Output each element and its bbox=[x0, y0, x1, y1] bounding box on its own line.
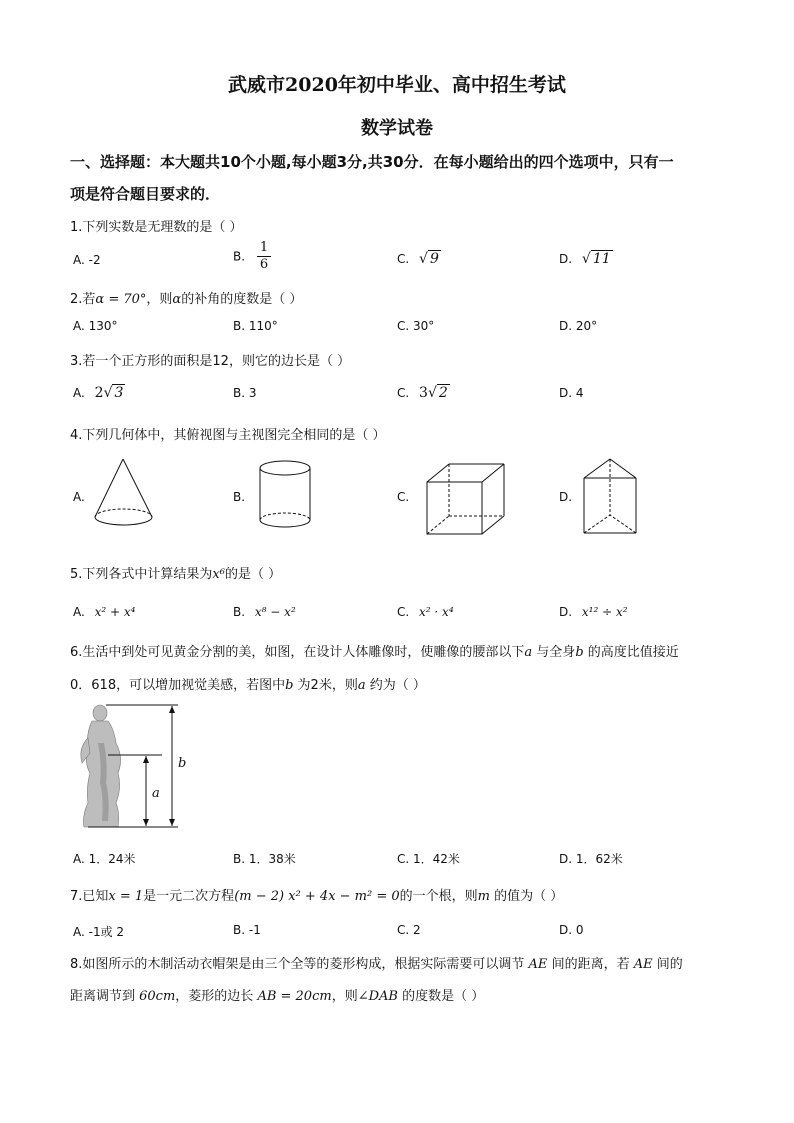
q2-option-a: A. 130° bbox=[73, 319, 118, 333]
q3-option-d: D. 4 bbox=[559, 386, 584, 400]
section-heading-line2: 项是符合题目要求的． bbox=[70, 185, 221, 203]
question-3: 3.若一个正方形的面积是12，则它的边长是（ ） bbox=[70, 354, 351, 369]
question-7: 7.已知x = 1是一元二次方程(m − 2) x² + 4x − m² = 0的一个根，则m 的值为（ ） bbox=[70, 889, 564, 904]
section-heading-line1: 一、选择题：本大题共10个小题,每小题3分,共30分．在每小题给出的四个选项中，只有一 bbox=[70, 153, 674, 171]
q7-option-c: C. 2 bbox=[397, 923, 421, 937]
cube-figure bbox=[423, 460, 513, 540]
q5-option-c: C. x² · x⁴ bbox=[397, 605, 454, 619]
q3-option-a: A. 2√ 3 bbox=[73, 385, 124, 401]
prism-figure bbox=[580, 455, 650, 540]
q7-option-b: B. -1 bbox=[233, 923, 261, 937]
q4-option-d: D. bbox=[559, 490, 573, 504]
q4-option-b: B. bbox=[233, 490, 246, 504]
q1-option-c: C. √ 9 bbox=[397, 251, 439, 267]
question-5: 5.下列各式中计算结果为x⁶的是（ ） bbox=[70, 567, 282, 582]
q1-option-a: A. -2 bbox=[73, 253, 101, 267]
exam-title: 武威市2020年初中毕业、高中招生考试 bbox=[228, 74, 566, 96]
question-8-line1: 8.如图所示的木制活动衣帽架是由三个全等的菱形构成，根据实际需要可以调节 AE 间的距离，若 AE 间的 bbox=[70, 957, 683, 972]
q6-option-c: C. 1．42米 bbox=[397, 852, 460, 866]
cone-figure bbox=[90, 455, 160, 530]
q4-option-c: C. bbox=[397, 490, 410, 504]
q1-option-d: D. √ 11 bbox=[559, 251, 611, 267]
q2-option-d: D. 20° bbox=[559, 319, 598, 333]
question-1: 1.下列实数是无理数的是（ ） bbox=[70, 220, 243, 235]
question-6-line1: 6.生活中到处可见黄金分割的美，如图，在设计人体雕像时，使雕像的腰部以下a 与全身b 的高度比值接近 bbox=[70, 645, 679, 660]
statue-label-b: b bbox=[178, 756, 187, 771]
question-4: 4.下列几何体中，其俯视图与主视图完全相同的是（ ） bbox=[70, 428, 386, 443]
q6-option-d: D. 1．62米 bbox=[559, 852, 623, 866]
q7-option-a: A. -1或 2 bbox=[73, 925, 125, 939]
q7-option-d: D. 0 bbox=[559, 923, 584, 937]
q4-option-a: A. bbox=[73, 490, 85, 504]
question-2: 2.若α = 70°，则α的补角的度数是（ ） bbox=[70, 292, 303, 307]
question-6-line2: 0．618，可以增加视觉美感，若图中b 为2米，则a 约为（ ） bbox=[70, 678, 426, 693]
q6-option-a: A. 1．24米 bbox=[73, 852, 136, 866]
q1-option-b: B. $\frac{1}{6}$ bbox=[233, 240, 271, 273]
q5-option-a: A. x² + x⁴ bbox=[73, 605, 136, 619]
q6-option-b: B. 1．38米 bbox=[233, 852, 296, 866]
exam-subtitle: 数学试卷 bbox=[361, 118, 433, 139]
q3-option-b: B. 3 bbox=[233, 386, 257, 400]
statue-label-a: a bbox=[152, 786, 160, 801]
q2-option-b: B. 110° bbox=[233, 319, 278, 333]
q3-option-c: C. 3√ 2 bbox=[397, 385, 448, 401]
cylinder-figure bbox=[256, 458, 316, 533]
q5-option-b: B. x⁸ − x² bbox=[233, 605, 296, 619]
question-8-line2: 距离调节到 60cm，菱形的边长 AB = 20cm，则∠DAB 的度数是（ ） bbox=[70, 989, 485, 1004]
q2-option-c: C. 30° bbox=[397, 319, 435, 333]
q5-option-d: D. x¹² ÷ x² bbox=[559, 605, 628, 619]
